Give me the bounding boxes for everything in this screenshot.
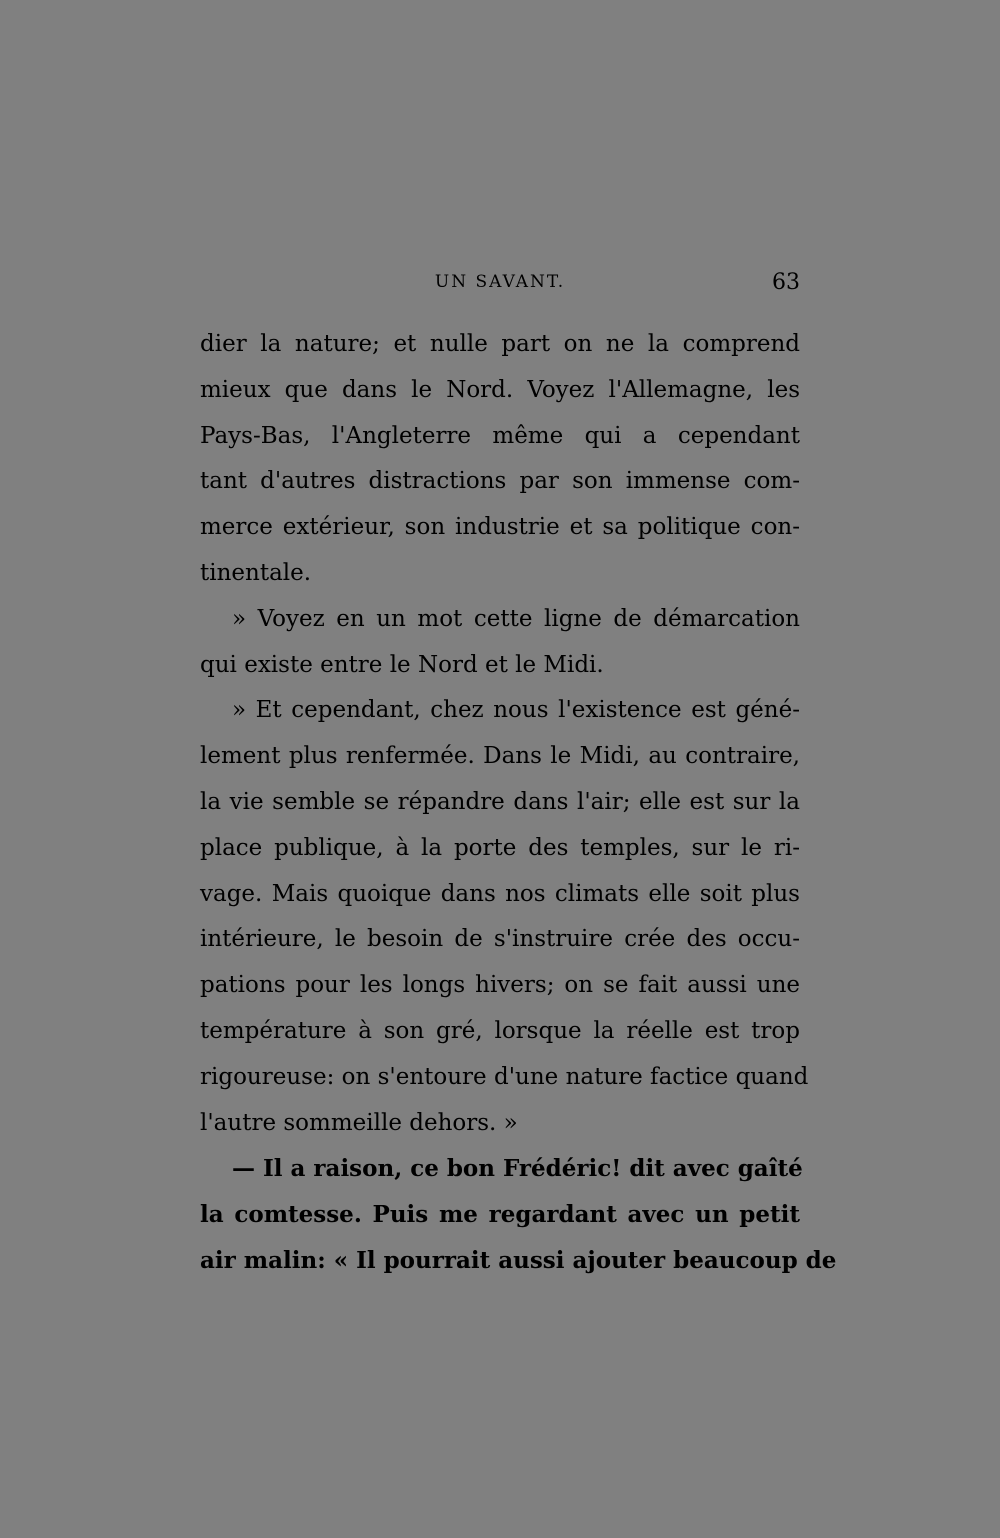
text-line: vage. Mais quoique dans nos climats elle soit plus bbox=[200, 880, 800, 907]
text-line: — Il a raison, ce bon Frédéric! dit avec gaîté bbox=[232, 1155, 803, 1183]
page-number: 63 bbox=[772, 270, 800, 295]
text-line: air malin: « Il pourrait aussi ajouter beaucoup de bbox=[200, 1246, 837, 1274]
running-title: UN SAVANT. bbox=[434, 272, 566, 292]
text-line: merce extérieur, son industrie et sa politique con- bbox=[200, 514, 800, 541]
text-line: place publique, à la porte des temples, sur le ri- bbox=[200, 834, 800, 861]
text-line: la comtesse. Puis me regardant avec un petit bbox=[200, 1201, 800, 1229]
text-line: mieux que dans le Nord. Voyez l'Allemagne, les bbox=[200, 376, 800, 403]
text-line: la vie semble se répandre dans l'air; elle est sur la bbox=[200, 788, 800, 815]
body-text bbox=[200, 322, 837, 1284]
text-line: » Voyez en un mot cette ligne de démarcation bbox=[232, 605, 800, 632]
text-line: l'autre sommeille dehors. » bbox=[200, 1109, 518, 1136]
text-line: lement plus renfermée. Dans le Midi, au contraire, bbox=[200, 743, 800, 770]
text-line: pations pour les longs hivers; on se fait aussi une bbox=[200, 972, 800, 999]
text-line: rigoureuse: on s'entoure d'une nature factice quand bbox=[200, 1063, 809, 1090]
text-line: tinentale. bbox=[200, 559, 312, 586]
text-line: » Et cependant, chez nous l'existence est géné- bbox=[232, 697, 800, 724]
text-line: intérieure, le besoin de s'instruire crée des occu- bbox=[200, 926, 800, 953]
text-line: qui existe entre le Nord et le Midi. bbox=[200, 651, 604, 678]
running-head bbox=[200, 270, 800, 300]
text-line: dier la nature; et nulle part on ne la comprend bbox=[200, 331, 800, 357]
text-line: Pays-Bas, l'Angleterre même qui a cependant bbox=[200, 422, 800, 449]
text-line: tant d'autres distractions par son immense com- bbox=[200, 468, 800, 495]
text-line: température à son gré, lorsque la réelle est trop bbox=[200, 1017, 800, 1044]
